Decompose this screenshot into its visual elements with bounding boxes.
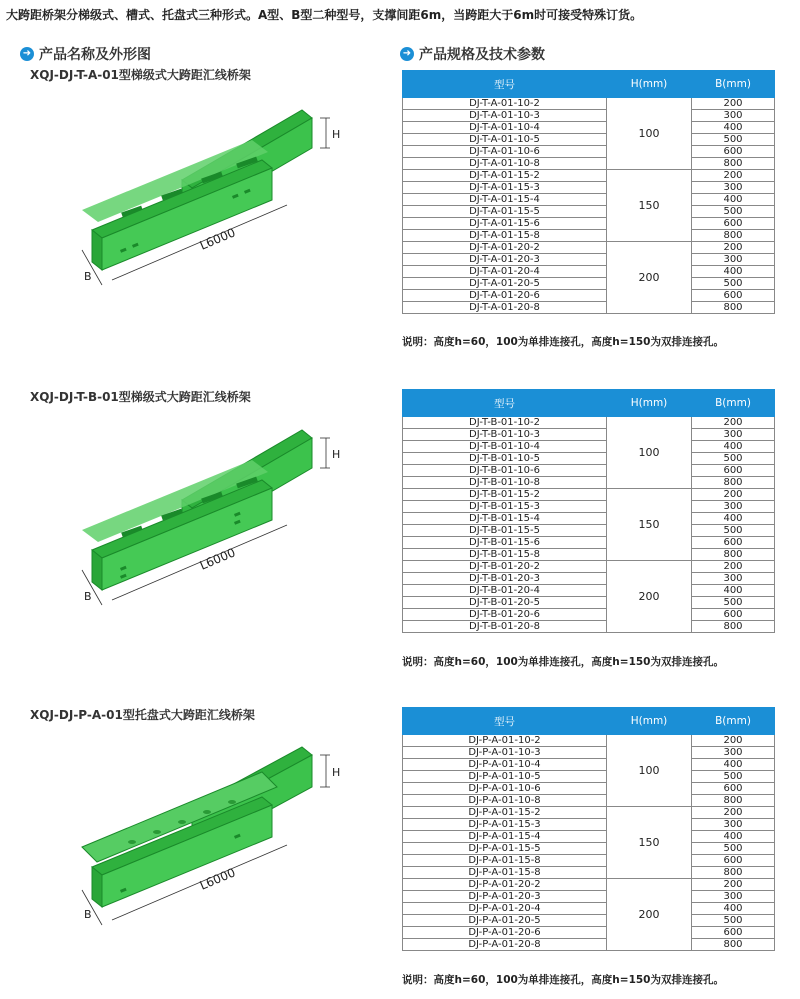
table-row [403,915,775,927]
table-row [403,759,775,771]
table-row [403,230,775,242]
table-row [403,735,775,747]
table-cell: DJ-P-A-01-10-5 [403,771,607,783]
table-cell: DJ-P-A-01-10-8 [403,795,607,807]
table-row [403,98,775,110]
table-note: 说明：高度h=60，100为单排连接孔，高度h=150为双排连接孔。 [402,656,724,668]
table-cell: 300 [692,573,775,585]
h-value: 100 [607,417,692,489]
h-value: 100 [607,98,692,170]
table-cell: 600 [692,465,775,477]
table-row [403,927,775,939]
table-row [403,819,775,831]
table-row [403,939,775,951]
table-row [403,537,775,549]
table-cell: DJ-P-A-01-20-8 [403,939,607,951]
h-value: 200 [607,879,692,951]
table-note: 说明：高度h=60，100为单排连接孔，高度h=150为双排连接孔。 [402,336,724,348]
table-row [403,867,775,879]
table-cell: 600 [692,609,775,621]
table-cell: 300 [692,182,775,194]
table-row [403,621,775,633]
table-row [403,489,775,501]
table-cell: DJ-T-B-01-10-2 [403,417,607,429]
arrow-bullet-icon: ➜ [20,47,34,61]
table-cell: DJ-T-A-01-15-8 [403,230,607,242]
table-cell: DJ-T-A-01-20-3 [403,254,607,266]
table-cell: DJ-T-B-01-15-3 [403,501,607,513]
table-cell: 800 [692,867,775,879]
table-cell: 500 [692,278,775,290]
table-row [403,561,775,573]
ladder-tray-figure [62,420,362,650]
table-cell: 500 [692,206,775,218]
table-cell: DJ-T-A-01-20-4 [403,266,607,278]
table-cell: 400 [692,194,775,206]
section-heading-label: 产品规格及技术参数 [419,47,545,63]
dim-h-label: H [332,448,341,461]
table-row [403,891,775,903]
table-row [403,182,775,194]
table-cell: 200 [692,561,775,573]
table-row [403,122,775,134]
dim-b-label: B [84,590,92,603]
table-row [403,254,775,266]
dim-l-label: L6000 [197,865,238,893]
table-cell: 500 [692,453,775,465]
table-row [403,477,775,489]
table-row [403,771,775,783]
dim-b-label: B [84,908,92,921]
table-row [403,441,775,453]
table-cell: 800 [692,302,775,314]
table-row [403,194,775,206]
table-cell: DJ-T-B-01-10-4 [403,441,607,453]
ladder-tray-figure [62,100,362,330]
table-cell: DJ-P-A-01-20-4 [403,903,607,915]
table-cell: DJ-T-B-01-20-5 [403,597,607,609]
table-cell: 300 [692,429,775,441]
table-cell: 200 [692,98,775,110]
table-row [403,609,775,621]
col-header-h: H(mm) [607,71,692,98]
table-cell: DJ-T-A-01-20-6 [403,290,607,302]
table-cell: DJ-T-B-01-15-2 [403,489,607,501]
intro-text: 大跨距桥架分梯级式、槽式、托盘式三种形式。A型、B型二种型号，支撑间距6m，当跨距大于6m时可接受特殊订货。 [6,8,643,22]
table-cell: 200 [692,170,775,182]
table-row [403,170,775,182]
table-cell: DJ-P-A-01-15-2 [403,807,607,819]
table-cell: DJ-P-A-01-10-4 [403,759,607,771]
h-value: 150 [607,170,692,242]
col-header-model: 型号 [403,708,607,735]
table-cell: DJ-P-A-01-15-5 [403,843,607,855]
table-cell: 500 [692,525,775,537]
table-cell: DJ-T-B-01-20-2 [403,561,607,573]
table-row [403,218,775,230]
table-cell: DJ-P-A-01-15-3 [403,819,607,831]
table-cell: DJ-T-A-01-15-5 [403,206,607,218]
table-cell: DJ-T-A-01-10-4 [403,122,607,134]
table-row [403,158,775,170]
table-cell: 400 [692,441,775,453]
table-row [403,747,775,759]
table-cell: DJ-P-A-01-10-3 [403,747,607,759]
table-cell: 500 [692,134,775,146]
table-row [403,585,775,597]
table-row [403,242,775,254]
dim-l-label: L6000 [197,225,238,253]
table-row [403,831,775,843]
table-row [403,573,775,585]
dim-h-label: H [332,128,341,141]
table-cell: 800 [692,939,775,951]
table-cell: DJ-P-A-01-10-6 [403,783,607,795]
table-row [403,525,775,537]
table-cell: DJ-T-B-01-15-8 [403,549,607,561]
table-cell: DJ-T-B-01-10-8 [403,477,607,489]
table-cell: DJ-T-B-01-20-8 [403,621,607,633]
section-heading-label: 产品名称及外形图 [39,47,151,63]
table-row [403,879,775,891]
h-value: 200 [607,242,692,314]
table-cell: 400 [692,585,775,597]
table-cell: DJ-T-B-01-20-6 [403,609,607,621]
table-row [403,206,775,218]
h-value: 200 [607,561,692,633]
table-cell: DJ-T-B-01-20-3 [403,573,607,585]
table-cell: DJ-T-A-01-15-4 [403,194,607,206]
table-cell: DJ-T-A-01-10-2 [403,98,607,110]
table-row [403,429,775,441]
table-row [403,465,775,477]
dim-h-label: H [332,766,341,779]
table-row [403,513,775,525]
col-header-model: 型号 [403,71,607,98]
table-row [403,807,775,819]
col-header-h: H(mm) [607,708,692,735]
product-title: XQJ-DJ-T-A-01型梯级式大跨距汇线桥架 [30,68,251,82]
table-cell: 600 [692,783,775,795]
table-cell: 200 [692,735,775,747]
table-row [403,110,775,122]
table-cell: DJ-T-B-01-10-3 [403,429,607,441]
col-header-model: 型号 [403,390,607,417]
table-cell: 200 [692,242,775,254]
table-cell: 800 [692,549,775,561]
table-cell: DJ-P-A-01-20-3 [403,891,607,903]
table-row [403,843,775,855]
table-cell: 500 [692,597,775,609]
dim-l-label: L6000 [197,545,238,573]
table-cell: DJ-P-A-01-20-6 [403,927,607,939]
spec-table [402,707,775,951]
table-cell: DJ-T-B-01-15-6 [403,537,607,549]
table-cell: DJ-T-A-01-10-5 [403,134,607,146]
table-cell: 600 [692,927,775,939]
perforated-tray-figure [62,742,362,972]
spec-table [402,389,775,633]
table-cell: 200 [692,807,775,819]
table-cell: 400 [692,122,775,134]
table-cell: 600 [692,290,775,302]
table-cell: 800 [692,795,775,807]
h-value: 150 [607,489,692,561]
table-cell: 800 [692,158,775,170]
table-cell: 400 [692,266,775,278]
section-heading-specs [400,44,545,64]
table-cell: 200 [692,417,775,429]
table-cell: 600 [692,537,775,549]
table-cell: 300 [692,891,775,903]
table-row [403,783,775,795]
table-cell: 400 [692,759,775,771]
table-cell: DJ-T-B-01-20-4 [403,585,607,597]
table-row [403,290,775,302]
table-row [403,278,775,290]
table-cell: 500 [692,915,775,927]
table-cell: 600 [692,146,775,158]
arrow-bullet-icon: ➜ [400,47,414,61]
table-row [403,597,775,609]
table-cell: 400 [692,903,775,915]
product-title: XQJ-DJ-P-A-01型托盘式大跨距汇线桥架 [30,708,255,722]
table-cell: DJ-T-B-01-15-5 [403,525,607,537]
table-cell: DJ-T-B-01-10-5 [403,453,607,465]
table-cell: 800 [692,477,775,489]
table-cell: 300 [692,110,775,122]
table-cell: DJ-T-A-01-20-5 [403,278,607,290]
table-cell: 600 [692,855,775,867]
table-cell: DJ-T-A-01-15-6 [403,218,607,230]
table-cell: DJ-T-A-01-15-2 [403,170,607,182]
table-cell: DJ-T-A-01-15-3 [403,182,607,194]
table-cell: DJ-T-B-01-10-6 [403,465,607,477]
table-cell: 600 [692,218,775,230]
table-cell: DJ-P-A-01-15-8 [403,867,607,879]
table-row [403,903,775,915]
table-cell: 200 [692,879,775,891]
col-header-h: H(mm) [607,390,692,417]
col-header-b: B(mm) [692,71,775,98]
table-cell: DJ-T-A-01-20-8 [403,302,607,314]
table-cell: 300 [692,501,775,513]
product-title: XQJ-DJ-T-B-01型梯级式大跨距汇线桥架 [30,390,251,404]
table-cell: 200 [692,489,775,501]
table-cell: 300 [692,819,775,831]
table-cell: 500 [692,771,775,783]
table-cell: 800 [692,230,775,242]
table-cell: DJ-P-A-01-15-4 [403,831,607,843]
table-cell: DJ-P-A-01-20-2 [403,879,607,891]
table-cell: DJ-T-A-01-10-8 [403,158,607,170]
table-cell: DJ-P-A-01-10-2 [403,735,607,747]
table-cell: DJ-T-A-01-20-2 [403,242,607,254]
table-cell: 400 [692,831,775,843]
dim-b-label: B [84,270,92,283]
table-cell: DJ-P-A-01-20-5 [403,915,607,927]
table-note: 说明：高度h=60，100为单排连接孔，高度h=150为双排连接孔。 [402,974,724,986]
h-value: 150 [607,807,692,879]
section-heading-figures [20,44,151,64]
table-cell: DJ-T-B-01-15-4 [403,513,607,525]
table-cell: 400 [692,513,775,525]
table-cell: 300 [692,747,775,759]
h-value: 100 [607,735,692,807]
table-row [403,146,775,158]
table-cell: 500 [692,843,775,855]
table-row [403,302,775,314]
table-row [403,266,775,278]
table-cell: DJ-T-A-01-10-6 [403,146,607,158]
table-row [403,501,775,513]
table-row [403,855,775,867]
table-cell: 300 [692,254,775,266]
table-row [403,134,775,146]
table-row [403,453,775,465]
table-cell: 800 [692,621,775,633]
table-row [403,795,775,807]
col-header-b: B(mm) [692,390,775,417]
table-cell: DJ-T-A-01-10-3 [403,110,607,122]
spec-table [402,70,775,314]
table-cell: DJ-P-A-01-15-8 [403,855,607,867]
col-header-b: B(mm) [692,708,775,735]
table-row [403,549,775,561]
table-row [403,417,775,429]
